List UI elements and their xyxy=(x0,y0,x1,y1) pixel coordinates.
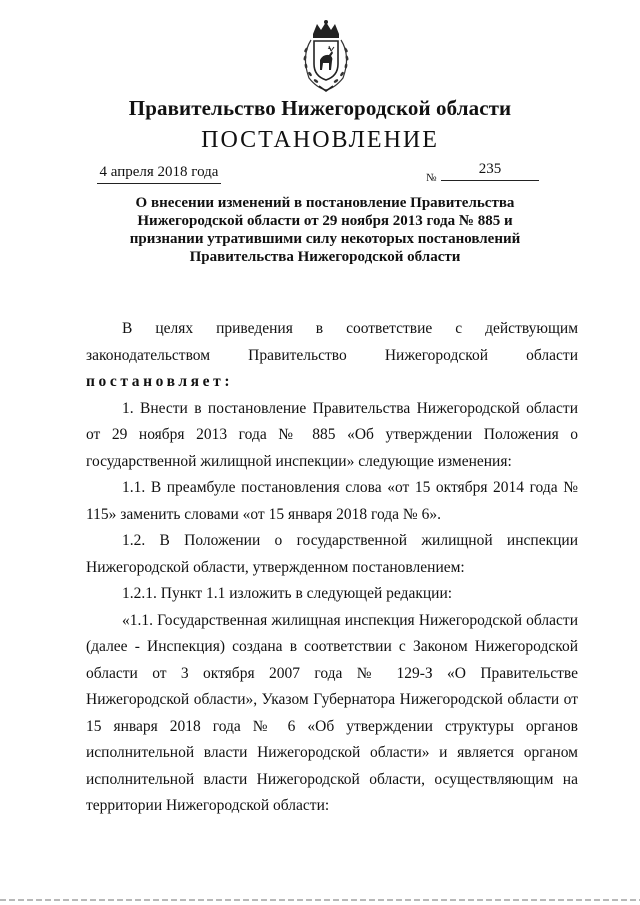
subject-line: Правительства Нижегородской области xyxy=(189,249,461,265)
coat-of-arms-icon xyxy=(293,20,359,94)
government-title: Правительство Нижегородской области xyxy=(128,96,512,120)
intro-line: законодательством Правительство Нижегородской области xyxy=(86,346,578,364)
document-type: ПОСТАНОВЛЕНИЕ xyxy=(201,127,439,153)
number-label: № xyxy=(426,172,437,184)
paragraph-1: 1. Внести в постановление Правительства Нижегородской области от 29 ноября 2013 года № 885 «Об утверждении Положения о государственной жилищной инспекции» следующие изменения: xyxy=(86,399,578,470)
intro-line: В целях приведения в соответствие с действующим xyxy=(122,320,578,337)
quoted-paragraph: «1.1. Государственная жилищная инспекция Нижегородской области (далее - Инспекция) создана в соответствии с Законом Нижегородской области от 3 октября 2007 года № 129-З «О Правительстве Нижегородской области», Указом Губернатора Нижегородской области от 15 января 2018 года № 6 «Об утверждении структуры органов исполнительной власти Нижегородской области» и является органом исполнительной власти Нижегородской области, осуществляющим на территории Нижегородской области: xyxy=(86,611,578,814)
paragraph-1-1: 1.1. В преамбуле постановления слова «от 15 октября 2014 года № 115» заменить словами «от 15 января 2018 года № 6». xyxy=(86,479,578,523)
document-body xyxy=(86,316,578,820)
subject-line: О внесении изменений в постановление Правительства xyxy=(135,195,515,211)
subject-line: признании утратившими силу некоторых постановлений xyxy=(129,231,521,247)
document-subject xyxy=(90,194,560,266)
subject-line: Нижегородской области от 29 ноября 2013 года № 885 и xyxy=(137,213,513,229)
paragraph-1-2-1: 1.2.1. Пункт 1.1 изложить в следующей редакции: xyxy=(122,585,453,602)
resolves-heading xyxy=(86,369,578,396)
document-date: 4 апреля 2018 года xyxy=(97,164,221,184)
resolves-word: постановляет: xyxy=(86,373,234,390)
paragraph-1-2: 1.2. В Положении о государственной жилищной инспекции Нижегородской области, утвержденном постановлением: xyxy=(86,532,578,576)
scan-artifact-line xyxy=(0,899,640,901)
document-number: 235 xyxy=(441,161,539,181)
